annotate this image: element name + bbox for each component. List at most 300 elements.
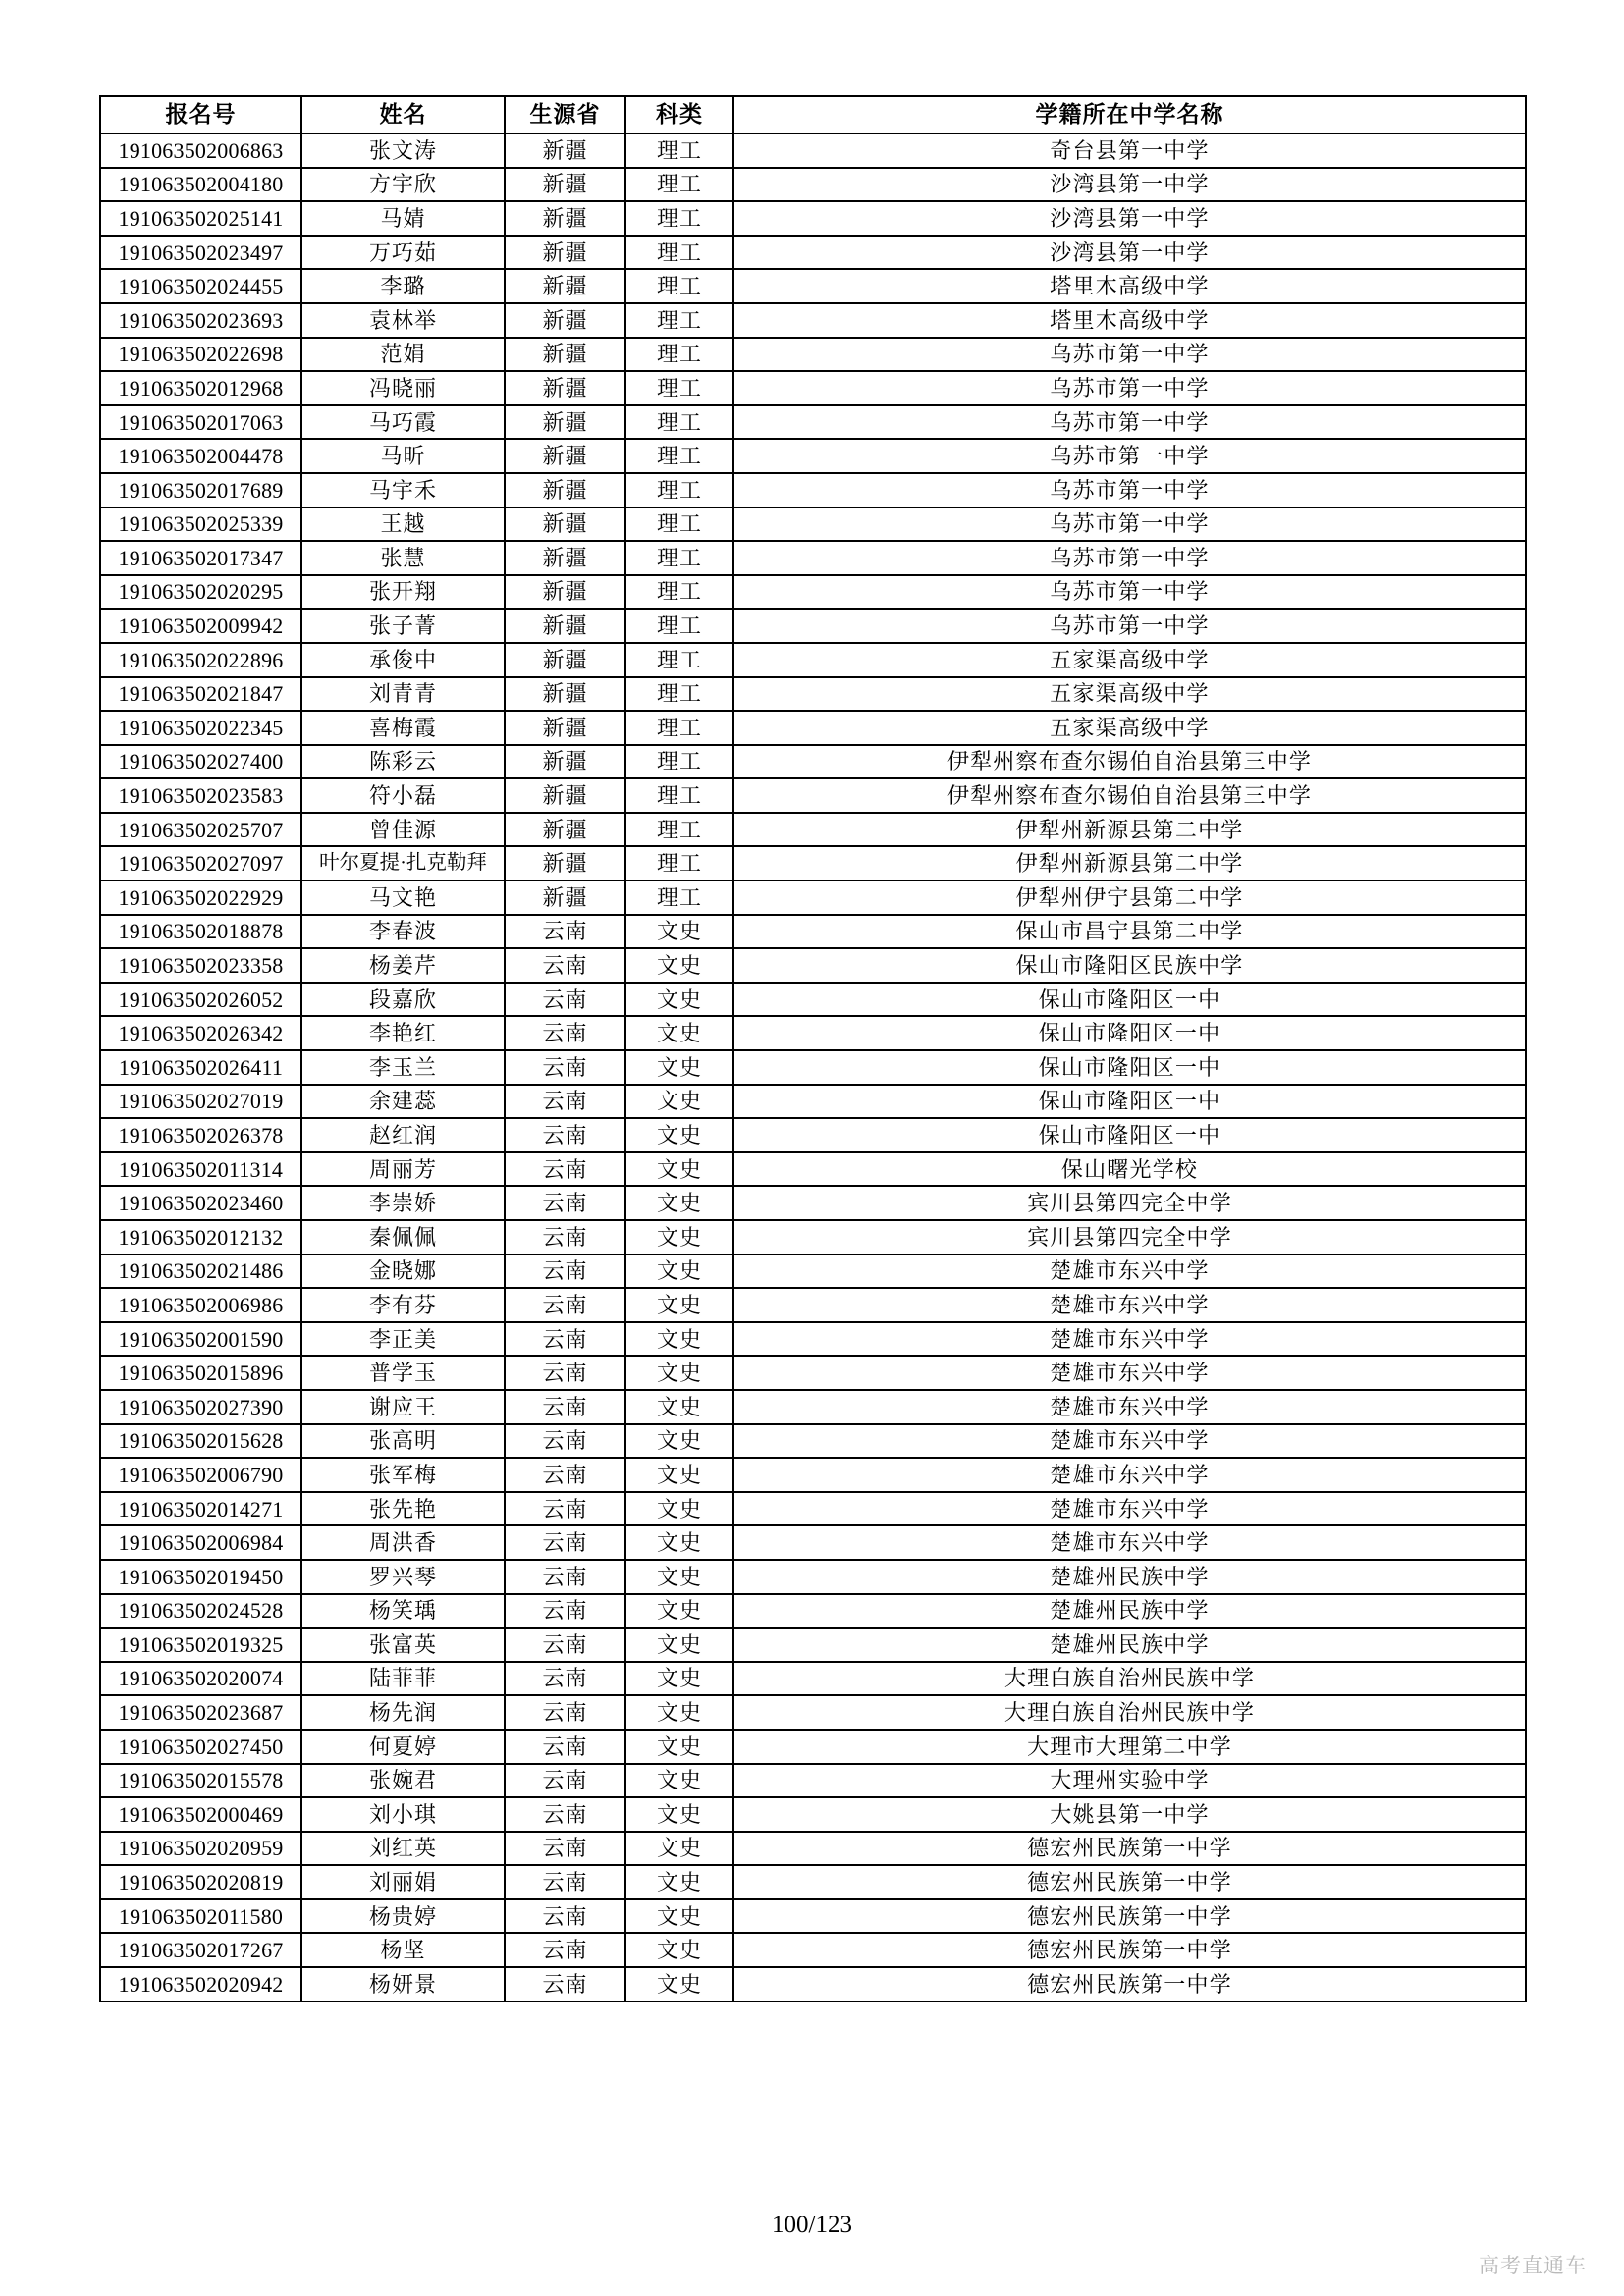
cell-name: 何夏婷 (301, 1730, 505, 1764)
cell-province: 云南 (505, 1322, 625, 1357)
cell-school: 大理白族自治州民族中学 (733, 1695, 1526, 1730)
cell-name: 段嘉欣 (301, 983, 505, 1017)
cell-name: 普学玉 (301, 1356, 505, 1390)
table-row (100, 1085, 1526, 1119)
cell-school: 奇台县第一中学 (733, 133, 1526, 168)
cell-registration-number: 191063502015628 (100, 1424, 301, 1459)
table-row (100, 1933, 1526, 1967)
table-row (100, 1899, 1526, 1934)
cell-province: 新疆 (505, 236, 625, 270)
cell-province: 新疆 (505, 338, 625, 372)
cell-school: 伊犁州新源县第二中学 (733, 813, 1526, 847)
table-row (100, 303, 1526, 338)
cell-name: 马婧 (301, 201, 505, 236)
cell-name: 杨笑瑀 (301, 1594, 505, 1629)
cell-category: 理工 (625, 405, 733, 440)
cell-province: 新疆 (505, 405, 625, 440)
cell-name: 马巧霞 (301, 405, 505, 440)
table-row (100, 609, 1526, 643)
cell-name: 曾佳源 (301, 813, 505, 847)
cell-province: 云南 (505, 1085, 625, 1119)
cell-province: 云南 (505, 1933, 625, 1967)
watermark: 高考直通车 (1479, 2255, 1587, 2277)
table-row (100, 1458, 1526, 1492)
table-row (100, 1152, 1526, 1187)
cell-province: 云南 (505, 1186, 625, 1220)
cell-school: 保山市隆阳区一中 (733, 983, 1526, 1017)
table-row (100, 948, 1526, 983)
cell-school: 保山市隆阳区一中 (733, 1085, 1526, 1119)
cell-province: 云南 (505, 1050, 625, 1085)
cell-category: 理工 (625, 269, 733, 303)
cell-category: 理工 (625, 711, 733, 745)
table-row (100, 778, 1526, 813)
cell-school: 楚雄市东兴中学 (733, 1492, 1526, 1526)
table-row (100, 201, 1526, 236)
table-row (100, 1628, 1526, 1662)
cell-province: 云南 (505, 1560, 625, 1594)
cell-registration-number: 191063502023693 (100, 303, 301, 338)
cell-school: 楚雄州民族中学 (733, 1594, 1526, 1629)
table-row (100, 168, 1526, 202)
cell-category: 文史 (625, 1662, 733, 1696)
cell-province: 新疆 (505, 813, 625, 847)
cell-school: 五家渠高级中学 (733, 677, 1526, 712)
cell-registration-number: 191063502019450 (100, 1560, 301, 1594)
cell-name: 张高明 (301, 1424, 505, 1459)
table-row (100, 1356, 1526, 1390)
cell-school: 楚雄市东兴中学 (733, 1255, 1526, 1289)
cell-school: 保山市隆阳区一中 (733, 1050, 1526, 1085)
cell-province: 云南 (505, 915, 625, 949)
cell-province: 云南 (505, 1390, 625, 1424)
column-header-province: 生源省 (505, 96, 625, 133)
cell-registration-number: 191063502023583 (100, 778, 301, 813)
cell-category: 理工 (625, 439, 733, 473)
cell-school: 楚雄市东兴中学 (733, 1288, 1526, 1322)
cell-name: 李玉兰 (301, 1050, 505, 1085)
cell-school: 五家渠高级中学 (733, 711, 1526, 745)
cell-registration-number: 191063502026342 (100, 1016, 301, 1050)
cell-category: 文史 (625, 1186, 733, 1220)
cell-registration-number: 191063502026052 (100, 983, 301, 1017)
table-row (100, 1764, 1526, 1798)
cell-registration-number: 191063502011314 (100, 1152, 301, 1187)
cell-province: 新疆 (505, 881, 625, 915)
cell-registration-number: 191063502020942 (100, 1967, 301, 2002)
cell-province: 云南 (505, 1832, 625, 1866)
cell-category: 理工 (625, 609, 733, 643)
cell-category: 理工 (625, 677, 733, 712)
cell-category: 文史 (625, 1118, 733, 1152)
cell-school: 德宏州民族第一中学 (733, 1967, 1526, 2002)
cell-registration-number: 191063502027019 (100, 1085, 301, 1119)
cell-category: 文史 (625, 1764, 733, 1798)
table-row (100, 1220, 1526, 1255)
cell-category: 理工 (625, 236, 733, 270)
cell-category: 理工 (625, 303, 733, 338)
cell-province: 新疆 (505, 541, 625, 575)
cell-category: 文史 (625, 1628, 733, 1662)
cell-school: 沙湾县第一中学 (733, 168, 1526, 202)
roster-table-container (99, 95, 1525, 2002)
cell-province: 新疆 (505, 473, 625, 507)
cell-category: 文史 (625, 1050, 733, 1085)
cell-name: 王越 (301, 507, 505, 542)
cell-category: 文史 (625, 1967, 733, 2002)
cell-registration-number: 191063502021486 (100, 1255, 301, 1289)
column-header-category: 科类 (625, 96, 733, 133)
table-row (100, 813, 1526, 847)
table-row (100, 1797, 1526, 1832)
cell-category: 文史 (625, 1220, 733, 1255)
table-row (100, 1186, 1526, 1220)
cell-school: 乌苏市第一中学 (733, 575, 1526, 610)
cell-province: 新疆 (505, 303, 625, 338)
cell-category: 文史 (625, 1560, 733, 1594)
cell-category: 理工 (625, 201, 733, 236)
cell-school: 乌苏市第一中学 (733, 405, 1526, 440)
cell-school: 楚雄市东兴中学 (733, 1356, 1526, 1390)
cell-registration-number: 191063502027097 (100, 846, 301, 881)
cell-school: 塔里木高级中学 (733, 269, 1526, 303)
cell-registration-number: 191063502023358 (100, 948, 301, 983)
cell-name: 张军梅 (301, 1458, 505, 1492)
cell-province: 云南 (505, 1628, 625, 1662)
table-row (100, 881, 1526, 915)
cell-category: 文史 (625, 1288, 733, 1322)
cell-category: 文史 (625, 915, 733, 949)
cell-name: 万巧茹 (301, 236, 505, 270)
cell-name: 杨姜芹 (301, 948, 505, 983)
cell-school: 保山曙光学校 (733, 1152, 1526, 1187)
cell-category: 理工 (625, 881, 733, 915)
table-row (100, 711, 1526, 745)
cell-category: 文史 (625, 1255, 733, 1289)
cell-name: 刘青青 (301, 677, 505, 712)
cell-name: 张文涛 (301, 133, 505, 168)
cell-category: 理工 (625, 371, 733, 405)
cell-school: 楚雄市东兴中学 (733, 1424, 1526, 1459)
cell-province: 云南 (505, 1152, 625, 1187)
cell-category: 理工 (625, 507, 733, 542)
table-row (100, 983, 1526, 1017)
table-row (100, 473, 1526, 507)
cell-province: 云南 (505, 1016, 625, 1050)
table-row (100, 1560, 1526, 1594)
cell-category: 理工 (625, 575, 733, 610)
cell-province: 新疆 (505, 643, 625, 677)
cell-province: 云南 (505, 1797, 625, 1832)
table-head (100, 96, 1526, 133)
cell-registration-number: 191063502006984 (100, 1525, 301, 1560)
table-row (100, 1695, 1526, 1730)
cell-province: 云南 (505, 1492, 625, 1526)
cell-province: 云南 (505, 1594, 625, 1629)
table-row (100, 338, 1526, 372)
table-row (100, 133, 1526, 168)
cell-name: 李春波 (301, 915, 505, 949)
cell-registration-number: 191063502006863 (100, 133, 301, 168)
cell-category: 文史 (625, 1458, 733, 1492)
cell-registration-number: 191063502024455 (100, 269, 301, 303)
cell-name: 张先艳 (301, 1492, 505, 1526)
cell-province: 新疆 (505, 677, 625, 712)
cell-category: 文史 (625, 1085, 733, 1119)
cell-registration-number: 191063502017267 (100, 1933, 301, 1967)
cell-registration-number: 191063502020295 (100, 575, 301, 610)
cell-province: 云南 (505, 1458, 625, 1492)
cell-registration-number: 191063502022345 (100, 711, 301, 745)
cell-province: 新疆 (505, 745, 625, 779)
cell-name: 袁林举 (301, 303, 505, 338)
cell-school: 楚雄州民族中学 (733, 1628, 1526, 1662)
table-header-row (100, 96, 1526, 133)
cell-category: 文史 (625, 1933, 733, 1967)
cell-school: 保山市隆阳区一中 (733, 1118, 1526, 1152)
cell-school: 楚雄市东兴中学 (733, 1322, 1526, 1357)
cell-registration-number: 191063502014271 (100, 1492, 301, 1526)
cell-name: 赵红润 (301, 1118, 505, 1152)
cell-school: 乌苏市第一中学 (733, 473, 1526, 507)
table-row (100, 405, 1526, 440)
cell-name: 张开翔 (301, 575, 505, 610)
cell-category: 理工 (625, 813, 733, 847)
column-header-school: 学籍所在中学名称 (733, 96, 1526, 133)
table-body (100, 133, 1526, 2002)
cell-school: 大姚县第一中学 (733, 1797, 1526, 1832)
cell-province: 云南 (505, 1255, 625, 1289)
cell-registration-number: 191063502017347 (100, 541, 301, 575)
applicant-roster-table (99, 95, 1527, 2002)
cell-province: 新疆 (505, 778, 625, 813)
cell-category: 理工 (625, 643, 733, 677)
table-row (100, 439, 1526, 473)
cell-school: 乌苏市第一中学 (733, 541, 1526, 575)
cell-school: 塔里木高级中学 (733, 303, 1526, 338)
cell-school: 伊犁州新源县第二中学 (733, 846, 1526, 881)
cell-category: 文史 (625, 1016, 733, 1050)
cell-name: 金晓娜 (301, 1255, 505, 1289)
cell-school: 楚雄市东兴中学 (733, 1390, 1526, 1424)
table-row (100, 269, 1526, 303)
cell-province: 新疆 (505, 507, 625, 542)
cell-province: 新疆 (505, 439, 625, 473)
cell-province: 云南 (505, 983, 625, 1017)
cell-province: 云南 (505, 948, 625, 983)
table-row (100, 1967, 1526, 2002)
table-row (100, 1322, 1526, 1357)
cell-name: 余建蕊 (301, 1085, 505, 1119)
cell-registration-number: 191063502020959 (100, 1832, 301, 1866)
cell-province: 新疆 (505, 711, 625, 745)
table-row (100, 677, 1526, 712)
table-row (100, 1662, 1526, 1696)
cell-school: 乌苏市第一中学 (733, 609, 1526, 643)
cell-name: 李正美 (301, 1322, 505, 1357)
table-row (100, 1050, 1526, 1085)
cell-name: 秦佩佩 (301, 1220, 505, 1255)
cell-name: 李崇娇 (301, 1186, 505, 1220)
cell-province: 云南 (505, 1730, 625, 1764)
cell-province: 新疆 (505, 371, 625, 405)
cell-name: 杨妍景 (301, 1967, 505, 2002)
cell-school: 大理市大理第二中学 (733, 1730, 1526, 1764)
cell-school: 楚雄市东兴中学 (733, 1458, 1526, 1492)
cell-name: 刘小琪 (301, 1797, 505, 1832)
cell-registration-number: 191063502022929 (100, 881, 301, 915)
cell-registration-number: 191063502027400 (100, 745, 301, 779)
cell-name: 马昕 (301, 439, 505, 473)
cell-province: 新疆 (505, 609, 625, 643)
cell-registration-number: 191063502017689 (100, 473, 301, 507)
table-row (100, 745, 1526, 779)
cell-registration-number: 191063502004478 (100, 439, 301, 473)
table-row (100, 1118, 1526, 1152)
cell-name: 马宇禾 (301, 473, 505, 507)
table-row (100, 1594, 1526, 1629)
cell-registration-number: 191063502018878 (100, 915, 301, 949)
cell-name: 李璐 (301, 269, 505, 303)
cell-province: 云南 (505, 1424, 625, 1459)
table-row (100, 1255, 1526, 1289)
table-row (100, 1390, 1526, 1424)
column-header-registration-number: 报名号 (100, 96, 301, 133)
cell-name: 冯晓丽 (301, 371, 505, 405)
cell-category: 文史 (625, 1424, 733, 1459)
cell-registration-number: 191063502004180 (100, 168, 301, 202)
cell-registration-number: 191063502017063 (100, 405, 301, 440)
cell-school: 乌苏市第一中学 (733, 371, 1526, 405)
table-row (100, 371, 1526, 405)
table-row (100, 1832, 1526, 1866)
cell-category: 理工 (625, 541, 733, 575)
cell-registration-number: 191063502019325 (100, 1628, 301, 1662)
cell-registration-number: 191063502006986 (100, 1288, 301, 1322)
cell-registration-number: 191063502022896 (100, 643, 301, 677)
column-header-name: 姓名 (301, 96, 505, 133)
cell-registration-number: 191063502025339 (100, 507, 301, 542)
cell-name: 方宇欣 (301, 168, 505, 202)
cell-province: 云南 (505, 1118, 625, 1152)
cell-province: 云南 (505, 1288, 625, 1322)
cell-category: 文史 (625, 1492, 733, 1526)
cell-name: 李有芬 (301, 1288, 505, 1322)
cell-registration-number: 191063502000469 (100, 1797, 301, 1832)
cell-name: 周洪香 (301, 1525, 505, 1560)
cell-school: 沙湾县第一中学 (733, 236, 1526, 270)
cell-province: 云南 (505, 1865, 625, 1899)
cell-category: 文史 (625, 1322, 733, 1357)
cell-registration-number: 191063502023687 (100, 1695, 301, 1730)
cell-registration-number: 191063502026378 (100, 1118, 301, 1152)
cell-province: 新疆 (505, 168, 625, 202)
cell-school: 楚雄市东兴中学 (733, 1525, 1526, 1560)
cell-name: 刘红英 (301, 1832, 505, 1866)
cell-registration-number: 191063502001590 (100, 1322, 301, 1357)
cell-name: 陆菲菲 (301, 1662, 505, 1696)
cell-province: 新疆 (505, 269, 625, 303)
cell-province: 新疆 (505, 201, 625, 236)
cell-name: 符小磊 (301, 778, 505, 813)
cell-school: 乌苏市第一中学 (733, 338, 1526, 372)
cell-name: 刘丽娟 (301, 1865, 505, 1899)
cell-category: 文史 (625, 1899, 733, 1934)
cell-province: 云南 (505, 1356, 625, 1390)
cell-registration-number: 191063502012968 (100, 371, 301, 405)
cell-category: 理工 (625, 846, 733, 881)
table-row (100, 915, 1526, 949)
cell-school: 德宏州民族第一中学 (733, 1832, 1526, 1866)
cell-name: 陈彩云 (301, 745, 505, 779)
cell-school: 伊犁州察布查尔锡伯自治县第三中学 (733, 778, 1526, 813)
cell-name: 李艳红 (301, 1016, 505, 1050)
cell-school: 楚雄州民族中学 (733, 1560, 1526, 1594)
cell-category: 文史 (625, 1594, 733, 1629)
cell-school: 保山市隆阳区一中 (733, 1016, 1526, 1050)
cell-school: 五家渠高级中学 (733, 643, 1526, 677)
cell-name: 周丽芳 (301, 1152, 505, 1187)
cell-name: 谢应王 (301, 1390, 505, 1424)
cell-category: 理工 (625, 778, 733, 813)
cell-province: 云南 (505, 1662, 625, 1696)
cell-registration-number: 191063502022698 (100, 338, 301, 372)
cell-name: 马文艳 (301, 881, 505, 915)
table-row (100, 575, 1526, 610)
cell-school: 德宏州民族第一中学 (733, 1865, 1526, 1899)
cell-category: 文史 (625, 948, 733, 983)
cell-registration-number: 191063502012132 (100, 1220, 301, 1255)
cell-category: 文史 (625, 1390, 733, 1424)
cell-name: 杨坚 (301, 1933, 505, 1967)
cell-name: 张富英 (301, 1628, 505, 1662)
table-row (100, 1016, 1526, 1050)
cell-name: 杨贵婷 (301, 1899, 505, 1934)
cell-name: 张婉君 (301, 1764, 505, 1798)
cell-name: 承俊中 (301, 643, 505, 677)
cell-province: 新疆 (505, 846, 625, 881)
cell-category: 理工 (625, 473, 733, 507)
table-row (100, 1525, 1526, 1560)
cell-category: 文史 (625, 1525, 733, 1560)
cell-school: 乌苏市第一中学 (733, 507, 1526, 542)
cell-registration-number: 191063502009942 (100, 609, 301, 643)
table-row (100, 1865, 1526, 1899)
cell-province: 新疆 (505, 575, 625, 610)
cell-registration-number: 191063502023460 (100, 1186, 301, 1220)
cell-school: 沙湾县第一中学 (733, 201, 1526, 236)
cell-school: 德宏州民族第一中学 (733, 1899, 1526, 1934)
cell-registration-number: 191063502025141 (100, 201, 301, 236)
cell-name: 叶尔夏提·扎克勒拜 (301, 846, 505, 881)
cell-school: 德宏州民族第一中学 (733, 1933, 1526, 1967)
cell-category: 文史 (625, 1730, 733, 1764)
cell-province: 新疆 (505, 133, 625, 168)
cell-name: 杨先润 (301, 1695, 505, 1730)
cell-registration-number: 191063502024528 (100, 1594, 301, 1629)
table-row (100, 1288, 1526, 1322)
cell-category: 理工 (625, 338, 733, 372)
cell-registration-number: 191063502015578 (100, 1764, 301, 1798)
cell-school: 保山市隆阳区民族中学 (733, 948, 1526, 983)
cell-province: 云南 (505, 1695, 625, 1730)
cell-category: 理工 (625, 168, 733, 202)
cell-school: 乌苏市第一中学 (733, 439, 1526, 473)
cell-registration-number: 191063502015896 (100, 1356, 301, 1390)
cell-name: 张慧 (301, 541, 505, 575)
cell-school: 大理州实验中学 (733, 1764, 1526, 1798)
cell-category: 文史 (625, 1865, 733, 1899)
